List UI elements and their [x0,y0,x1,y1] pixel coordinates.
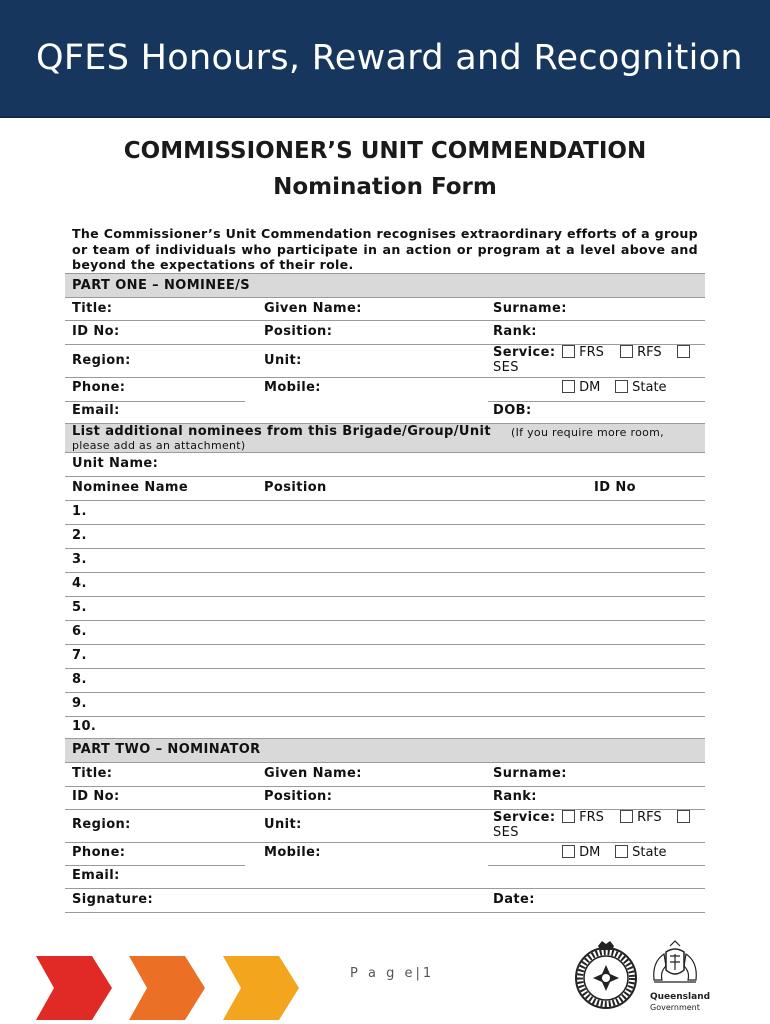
row-number: 9. [72,696,87,711]
additional-header-title: List additional nominees from this Brigade/Group/Unit [72,424,491,439]
form-title: COMMISSIONER’S UNIT COMMENDATION [123,138,647,164]
nominator-state-option[interactable]: State [615,845,667,860]
nominator-frs-option[interactable]: FRS [562,810,604,825]
nominator-phone-label[interactable]: Phone: [72,845,126,860]
additional-nominees-header [65,424,705,453]
row-number: 7. [72,648,87,663]
additional-note-line1: (If you require more room, [511,426,664,439]
additional-note-line2: please add as an attachment) [72,439,246,452]
nominator-dm-option[interactable]: DM [562,845,600,860]
service-frs-option[interactable]: FRS [562,345,604,360]
nominator-row-signature [65,889,705,913]
state-checkbox[interactable] [615,845,628,858]
dm-checkbox[interactable] [562,845,575,858]
nominee-table-header [65,477,705,501]
title-label[interactable]: Title: [72,301,113,316]
service-dm-option[interactable]: DM [562,380,600,395]
nominator-row-names [65,763,705,787]
email-label[interactable]: Email: [72,403,120,418]
table-row[interactable] [65,621,705,645]
table-row[interactable] [65,573,705,597]
id-label[interactable]: ID No: [72,324,120,339]
nominee-row-email [65,401,705,424]
unit-name-label[interactable]: Unit Name: [72,456,159,471]
page-label: P a g e [350,966,416,981]
nominee-row-names [65,298,705,321]
nominator-row-phone [65,843,705,865]
queensland-government-line2: Government [650,1003,700,1012]
rank-label[interactable]: Rank: [493,324,537,339]
service-state-option[interactable]: State [615,380,667,395]
qfes-seal-icon [570,938,642,1010]
given-name-label[interactable]: Given Name: [264,301,362,316]
nominee-row-phone [65,378,705,401]
signature-label[interactable]: Signature: [72,892,154,907]
table-row[interactable] [65,549,705,573]
state-checkbox[interactable] [615,380,628,393]
nominator-ses-checkbox-wrap[interactable] [677,810,690,825]
banner-title: QFES Honours, Reward and Recognition [36,38,743,78]
nominator-title-label[interactable]: Title: [72,766,113,781]
dob-label[interactable]: DOB: [493,403,532,418]
row-number: 5. [72,600,87,615]
nominator-rfs-option[interactable]: RFS [620,810,662,825]
orange-chevron-icon [129,956,205,1020]
ses-label: SES [493,360,519,375]
page-number: 1 [422,966,435,981]
unit-label[interactable]: Unit: [264,353,302,368]
rfs-checkbox[interactable] [620,810,633,823]
service-rfs-option[interactable]: RFS [620,345,662,360]
dm-checkbox[interactable] [562,380,575,393]
nominator-row-region [65,810,705,843]
nominator-service-label: Service: [493,810,556,825]
nominator-email-label[interactable]: Email: [72,868,120,883]
table-row[interactable] [65,693,705,717]
nominator-position-label[interactable]: Position: [264,789,333,804]
nominator-ses-label: SES [493,825,519,840]
table-row[interactable] [65,501,705,525]
nominator-region-label[interactable]: Region: [72,817,131,832]
region-label[interactable]: Region: [72,353,131,368]
mobile-label[interactable]: Mobile: [264,380,321,395]
red-chevron-icon [36,956,112,1020]
column-nominee-name: Nominee Name [72,480,189,495]
service-label: Service: [493,345,556,360]
frs-checkbox[interactable] [562,810,575,823]
row-number: 6. [72,624,87,639]
column-position: Position [264,480,327,495]
service-ses-checkbox-wrap[interactable] [677,345,690,360]
nominator-unit-label[interactable]: Unit: [264,817,302,832]
row-number: 2. [72,528,87,543]
nominator-given-name-label[interactable]: Given Name: [264,766,362,781]
nominator-row-email [65,865,705,889]
page-footer: P a g e|1 [350,966,435,981]
row-number: 1. [72,504,87,519]
intro-paragraph: The Commissioner’s Unit Commendation recognises extraordinary efforts of a group or team of individuals who participate in an action or program at a level above and beyond the expectations of their role. [72,226,698,272]
position-label[interactable]: Position: [264,324,333,339]
table-row[interactable] [65,669,705,693]
row-number: 8. [72,672,87,687]
part-two-title: PART TWO – NOMINATOR [72,742,261,757]
nominator-row-id [65,787,705,810]
form-subtitle: Nomination Form [273,174,497,200]
nominator-surname-label[interactable]: Surname: [493,766,567,781]
part-two-header [65,739,705,763]
nominee-row-id [65,321,705,345]
yellow-chevron-icon [223,956,299,1020]
date-label[interactable]: Date: [493,892,535,907]
row-number: 4. [72,576,87,591]
header-banner [0,0,770,118]
phone-label[interactable]: Phone: [72,380,126,395]
table-row[interactable] [65,597,705,621]
part-one-header [65,273,705,298]
nominator-id-label[interactable]: ID No: [72,789,120,804]
queensland-government-line1: Queensland [650,992,711,1002]
ses-checkbox[interactable] [677,810,690,823]
table-row[interactable] [65,717,705,739]
unit-name-row [65,453,705,477]
row-number: 3. [72,552,87,567]
table-row[interactable] [65,525,705,549]
nominator-rank-label[interactable]: Rank: [493,789,537,804]
part-one-title: PART ONE – NOMINEE/S [72,278,251,293]
column-id-no: ID No [594,480,636,495]
nominee-row-region [65,345,705,378]
queensland-crest-icon [648,940,702,988]
row-number: 10. [72,719,97,734]
table-row[interactable] [65,645,705,669]
frs-checkbox[interactable] [562,345,575,358]
nominator-mobile-label[interactable]: Mobile: [264,845,321,860]
surname-label[interactable]: Surname: [493,301,567,316]
rfs-checkbox[interactable] [620,345,633,358]
ses-checkbox[interactable] [677,345,690,358]
